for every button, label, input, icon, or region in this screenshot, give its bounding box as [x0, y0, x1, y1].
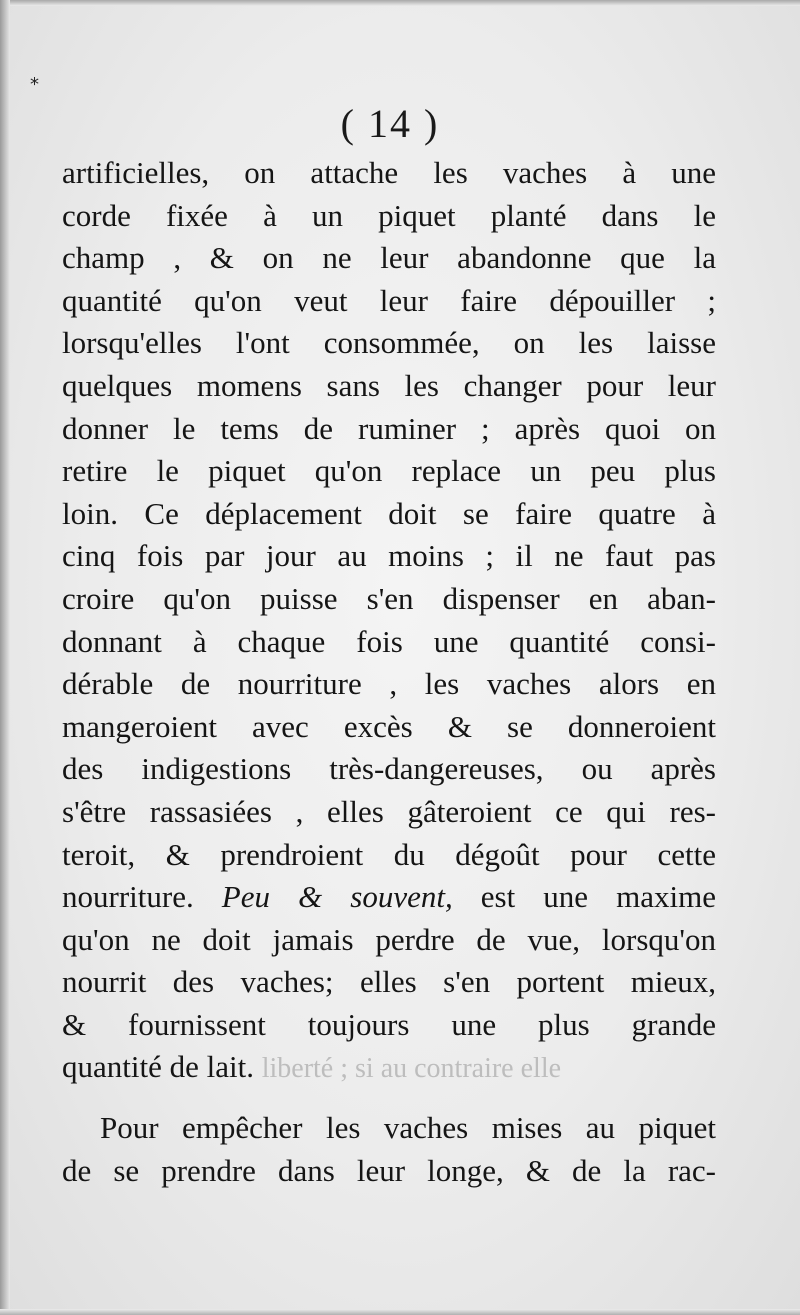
text-line: de se prendre dans leur longe, & de la rac- [62, 1152, 716, 1188]
text-line: mangeroient avec excès & se donneroient [62, 708, 716, 744]
text-line: lorsqu'elles l'ont consommée, on les laisse [62, 325, 716, 361]
text-line: donnant à chaque fois une quantité consi- [62, 623, 716, 659]
text-line: dérable de nourriture , les vaches alors en [62, 666, 716, 702]
paragraph-gap [62, 1089, 716, 1107]
text-line-last [62, 1046, 716, 1089]
text-line: retire le piquet qu'on replace un peu plus [62, 453, 716, 489]
text-span: nourriture. [62, 879, 194, 915]
text-line: teroit, & prendroient du dégoût pour cette [62, 836, 716, 872]
italic-maxim: Peu & souvent, [221, 879, 453, 915]
bleed-through-text: liberté ; si au contraire elle [261, 1053, 562, 1085]
text-line: donner le tems de ruminer ; après quoi on [62, 410, 716, 446]
text-line: artificielles, on attache les vaches à une [62, 155, 716, 190]
text-line-with-italic [62, 876, 716, 919]
text-line: cinq fois par jour au moins ; il ne faut pas [62, 538, 716, 574]
page-edge-left [0, 0, 10, 1315]
text-line: croire qu'on puisse s'en dispenser en aban- [62, 580, 716, 616]
text-line: quelques momens sans les changer pour leur [62, 367, 716, 403]
text-line: quantité qu'on veut leur faire dépouiller ; [62, 282, 716, 318]
paragraph-1 [62, 152, 716, 1089]
body-text [62, 152, 716, 1192]
text-line: qu'on ne doit jamais perdre de vue, lorsqu'on [62, 921, 716, 957]
text-line: s'être rassasiées , elles gâteroient ce qui res- [62, 793, 716, 829]
text-line: & fournissent toujours une plus grande [62, 1006, 716, 1042]
page-edge-bottom [0, 1309, 800, 1315]
text-line: des indigestions très-dangereuses, ou après [62, 751, 716, 787]
text-span: quantité de lait. [62, 1049, 254, 1085]
page-number: ( 14 ) [340, 101, 440, 146]
text-line: champ , & on ne leur abandonne que la [62, 240, 716, 276]
text-line: corde fixée à un piquet planté dans le [62, 197, 716, 233]
text-line: Pour empêcher les vaches mises au piquet [100, 1110, 716, 1146]
paragraph-2 [62, 1107, 716, 1192]
text-line: loin. Ce déplacement doit se faire quatre à [62, 495, 716, 531]
text-span: est une maxime [480, 879, 716, 915]
printer-mark: * [30, 74, 39, 95]
text-line: nourrit des vaches; elles s'en portent mieux, [62, 964, 716, 1000]
page-edge-top [0, 0, 800, 6]
